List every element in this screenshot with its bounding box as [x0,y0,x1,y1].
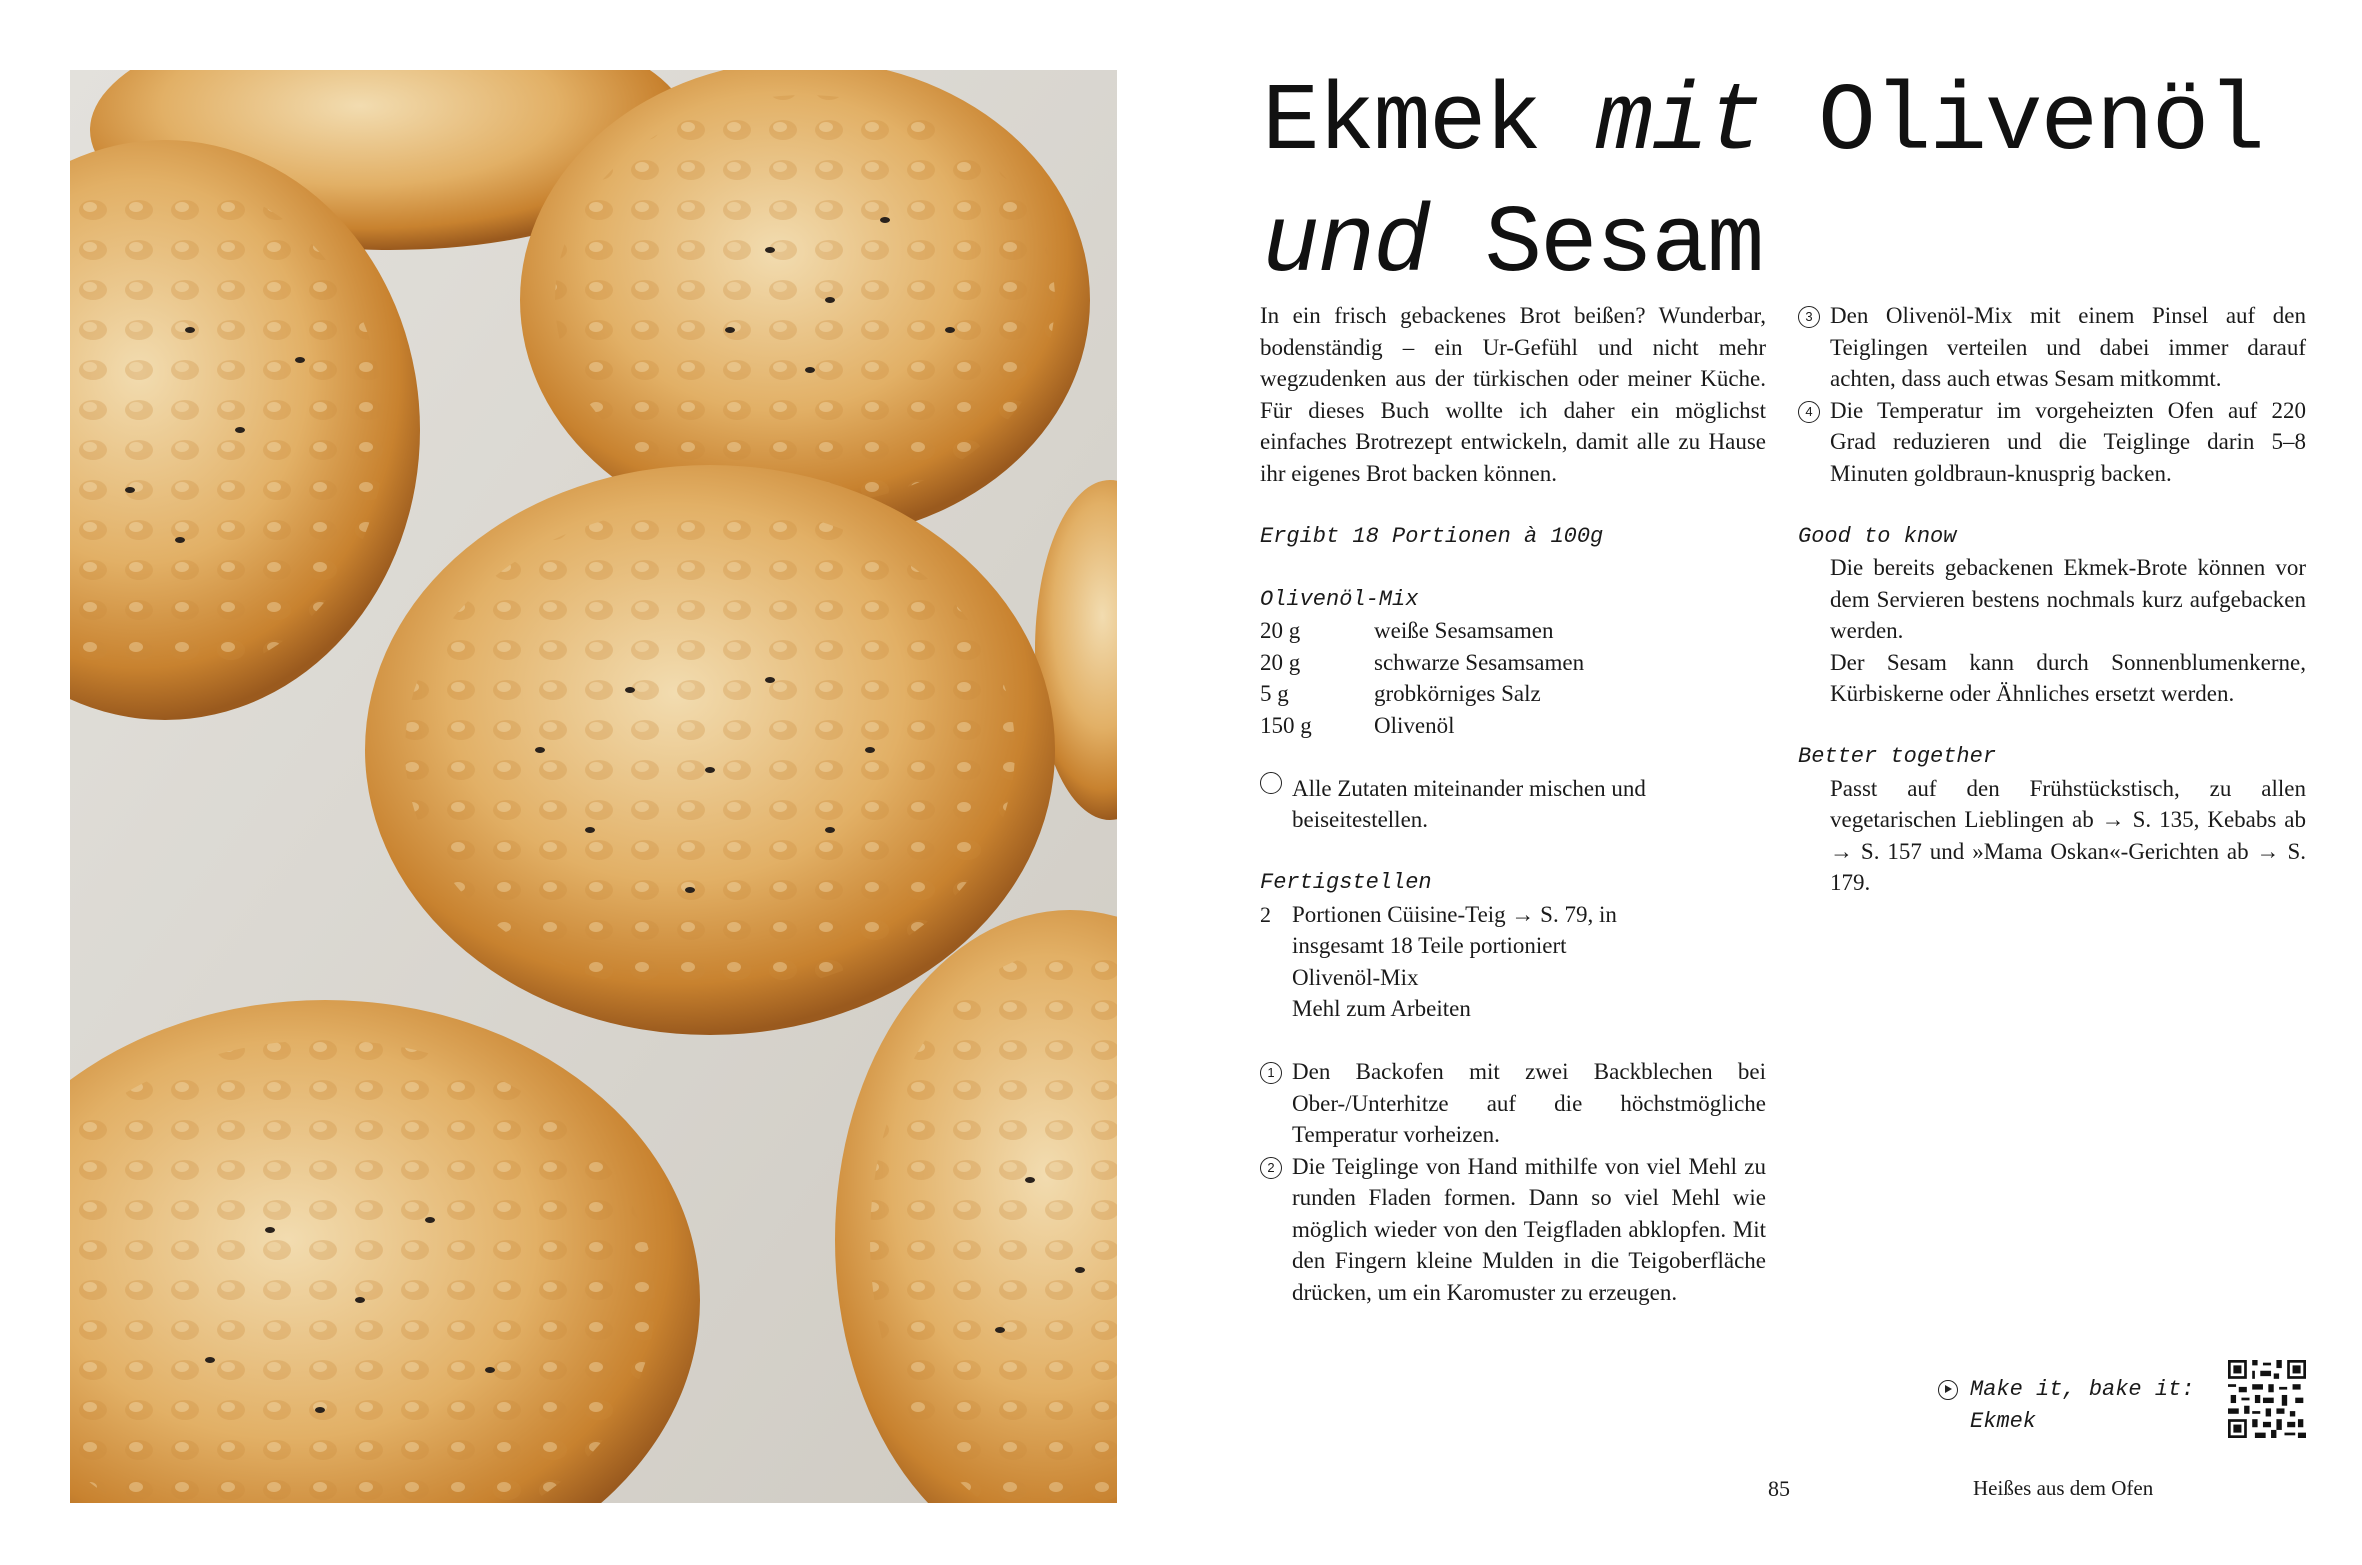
title-part: Ekmek [1262,68,1596,177]
good-to-know-heading: Good to know [1798,523,1957,549]
mix-heading: Olivenöl-Mix [1260,586,1419,612]
recipe-column-right [1798,300,2306,899]
yield-text: Ergibt 18 Portionen à 100g [1260,523,1604,549]
ingredient-row [1260,710,1766,742]
intro-text: In ein frisch gebackenes Brot beißen? Wunderbar, bodenständig – ein Ur-Gefühl und nicht mehr wegzudenken aus der türkischen oder meiner Küche. Für dieses Buch wollte ich daher ein möglichst einfaches Brotrezept entwickeln, damit alle zu Hause ihr eigenes Brot backen können. [1260,303,1766,486]
ingredient-row [1260,678,1766,710]
finish-heading: Fertigstellen [1260,870,1432,895]
step-number: 1 [1260,1062,1282,1084]
better-together-text: Passt auf den Frühstückstisch, zu allen vegetarischen Lieblingen ab → S. 135, Kebabs ab → S. 157 und »Mama Oskan«-Gerichten ab → S. 179. [1830,775,2306,895]
step-text: Den Backofen mit zwei Backblechen bei Ober-/Unterhitze auf die höchstmögliche Temperatur vorheizen. [1292,1059,1766,1147]
title-part: Olivenöl [1762,68,2263,177]
mix-step-text: Alle Zutaten miteinander mischen und beiseitestellen. [1292,775,1646,832]
step-text: Die Teiglinge von Hand mithilfe von viel Mehl zu runden Fladen formen. Dann so viel Mehl wie möglich wieder von den Teigfladen abklopfen. Mit den Fingern kleine Mulden in die Teigoberfläche drücken, um ein Karomuster zu erzeugen. [1292,1153,1766,1305]
ingredient-name: grobkörniges Salz [1374,681,1541,706]
method-step [1798,300,2306,395]
step-number: 2 [1260,1157,1282,1179]
finish-qty: 2 [1260,901,1271,927]
ingredient-qty: 20 g [1260,649,1301,675]
recipe-column-left [1260,300,1766,1308]
finish-line: Portionen Cüisine-Teig → S. 79, in [1292,901,1617,927]
ingredient-name: Olivenöl [1374,712,1455,738]
method-step [1798,395,2306,490]
title-part-italic: mit [1595,68,1763,177]
play-icon [1938,1380,1958,1400]
circle-bullet-icon [1260,773,1292,836]
method-step [1260,1056,1766,1151]
mix-step [1260,773,1766,836]
qr-code-icon[interactable] [2228,1360,2306,1438]
good-to-know-text: Der Sesam kann durch Sonnenblumenkerne, Kürbiskerne oder Ähnliches ersetzt werden. [1830,649,2306,706]
ingredient-row [1260,615,1766,647]
ingredient-qty: 150 g [1260,712,1312,738]
bread-photo [70,70,1117,1503]
title-part: Sesam [1428,190,1763,299]
video-link-line: Ekmek [1970,1409,2037,1434]
ingredient-name: weiße Sesamsamen [1374,618,1554,643]
ingredient-qty: 5 g [1260,681,1289,706]
step-number: 4 [1798,401,1820,423]
ingredient-name: schwarze Sesamsamen [1374,649,1585,675]
better-together-heading: Better together [1798,744,1997,769]
step-text: Den Olivenöl-Mix mit einem Pinsel auf den Teiglingen verteilen und dabei immer darauf achten, dass auch etwas Sesam mitkommt. [1830,303,2306,391]
running-footer: Heißes aus dem Ofen [1973,1476,2154,1500]
step-text: Die Temperatur im vorgeheizten Ofen auf 220 Grad reduzieren und die Teiglinge darin 5–8 Minuten goldbraun-knusprig backen. [1830,397,2306,486]
page-number: 85 [1768,1476,1790,1501]
finish-ingredients [1260,899,1766,1025]
ingredient-qty: 20 g [1260,618,1301,643]
finish-line: Olivenöl-Mix [1292,964,1419,990]
title-part-italic: und [1262,190,1429,299]
finish-line: Mehl zum Arbeiten [1292,996,1471,1021]
step-number: 3 [1798,306,1820,328]
recipe-title [1262,62,2322,306]
finish-line: insgesamt 18 Teile portioniert [1292,933,1567,958]
ingredient-list [1260,615,1766,741]
ingredient-row [1260,647,1766,679]
video-link[interactable] [1938,1374,2198,1438]
good-to-know-text: Die bereits gebackenen Ekmek-Brote können vor dem Servieren bestens nochmals kurz aufgebacken werden. [1830,555,2306,643]
video-link-line: Make it, bake it: [1970,1377,2195,1402]
method-step [1260,1151,1766,1309]
